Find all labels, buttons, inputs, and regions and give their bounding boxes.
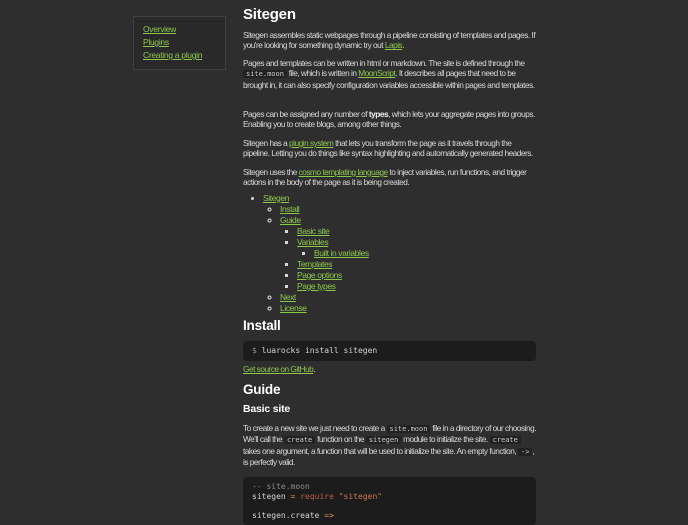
toc-list [243,193,536,314]
get-source-paragraph [243,364,536,374]
inline-code: sitegen [366,436,402,444]
sidebar-nav [133,16,226,70]
intro-paragraph-4 [243,138,536,159]
basic-site-heading: Basic site [243,403,291,415]
text-span: . It describes all pages that need to be brought in, it can also specify configuration variables accessible within pages and templates. [243,68,535,90]
inline-code: create [284,436,315,444]
text-span: . [402,40,405,51]
intro-paragraph-2 [243,58,536,90]
toc-item [297,259,536,270]
toc-link-next[interactable]: Next [280,292,296,302]
text-span: Sitegen has a [243,138,290,148]
inline-link[interactable]: plugin system [289,138,334,148]
code-line [252,511,527,521]
text-span: Sitegen assembles static webpages through a pipeline consisting of templates and pages. If you're looking for something dynamic try out [243,30,536,51]
intro-paragraph-1 [243,30,536,51]
inline-code: site.moon [243,70,287,78]
text-span: file in a directory of our choosing. We'll call the [243,423,536,445]
code-token: luarocks install sitegen [261,346,378,355]
inline-code: -> [518,448,532,456]
code-line [252,346,527,356]
text-span: takes one argument, a function that will be used to initialize the site. An empty function, [243,445,518,456]
code-token: $ [252,346,262,355]
sidebar-link-plugins[interactable]: Plugins [143,37,169,47]
text-span: . [313,364,316,374]
toc-item [280,204,536,215]
code-token: = [290,491,296,501]
toc-item [280,292,536,303]
page-title: Sitegen [243,6,296,23]
text-span: Sitegen uses the [243,167,299,177]
toc-link-page-options[interactable]: Page options [297,270,342,280]
bold-text: types [368,109,389,119]
intro-paragraph-5 [243,167,536,188]
code-token: => [324,510,334,520]
text-span: module to initialize the site. [401,434,490,445]
toc-link-templates[interactable]: Templates [297,259,333,269]
toc-item [280,215,536,292]
text-span: Pages can be assigned any number of [243,109,369,119]
inline-code: create [490,436,521,444]
inline-link[interactable]: MoonScript [358,68,396,79]
text-span: , which lets your aggregate pages into groups. Enabling you to create blogs, among other things. [243,109,535,130]
code-token: sitegen [252,491,291,501]
code-line [252,501,527,511]
code-line [252,482,527,492]
toc-item [280,303,536,314]
text-span: that lets you transform the page as it travels through the pipeline. Letting you do things like syntax highlighting and automatically generated headers. [243,138,533,159]
code-token: sitegen.create [252,510,325,520]
text-span: To create a new site we just need to create a [243,423,387,433]
install-heading: Install [243,318,281,333]
basic-site-paragraph [243,423,536,468]
text-span: Pages and templates can be written in html or markdown. The site is defined through the [243,58,525,68]
toc-link-built-in-variables[interactable]: Built in variables [314,248,369,258]
sidebar-link-creating-a-plugin[interactable]: Creating a plugin [143,50,203,60]
toc-link-sitegen[interactable]: Sitegen [263,193,290,203]
toc-item [297,237,536,259]
code-token: -- site.moon [252,482,310,491]
toc-link-license[interactable]: License [280,303,307,313]
toc-item [297,281,536,292]
install-command-block [243,341,536,361]
text-span: function on the [315,434,366,445]
toc-item [297,226,536,237]
inline-link[interactable]: cosmo templating language [298,167,388,177]
toc-link-variables[interactable]: Variables [297,237,329,247]
code-token: "sitegen" [338,491,383,501]
inline-link[interactable]: Get source on GitHub [243,364,314,374]
intro-paragraph-3 [243,109,536,130]
toc-link-page-types[interactable]: Page types [297,281,336,291]
moonscript-code-block [243,477,536,525]
toc-link-install[interactable]: Install [280,204,300,214]
main-content [243,0,536,520]
guide-heading: Guide [243,382,281,397]
code-line [252,492,527,502]
inline-code: site.moon [387,425,431,433]
toc-item [314,248,536,259]
text-span: file, which is written in [286,68,359,79]
text-span: to inject variables, run functions, and trigger actions in the body of the page as it is being created. [243,167,527,188]
toc-link-guide[interactable]: Guide [280,215,301,225]
sidebar-link-overview[interactable]: Overview [143,24,177,34]
code-token: require [300,491,334,501]
toc-item [263,193,536,314]
toc-link-basic-site[interactable]: Basic site [297,226,330,236]
toc-item [297,270,536,281]
inline-link[interactable]: Lapis [384,40,403,51]
text-span: , is perfectly valid. [243,445,535,468]
